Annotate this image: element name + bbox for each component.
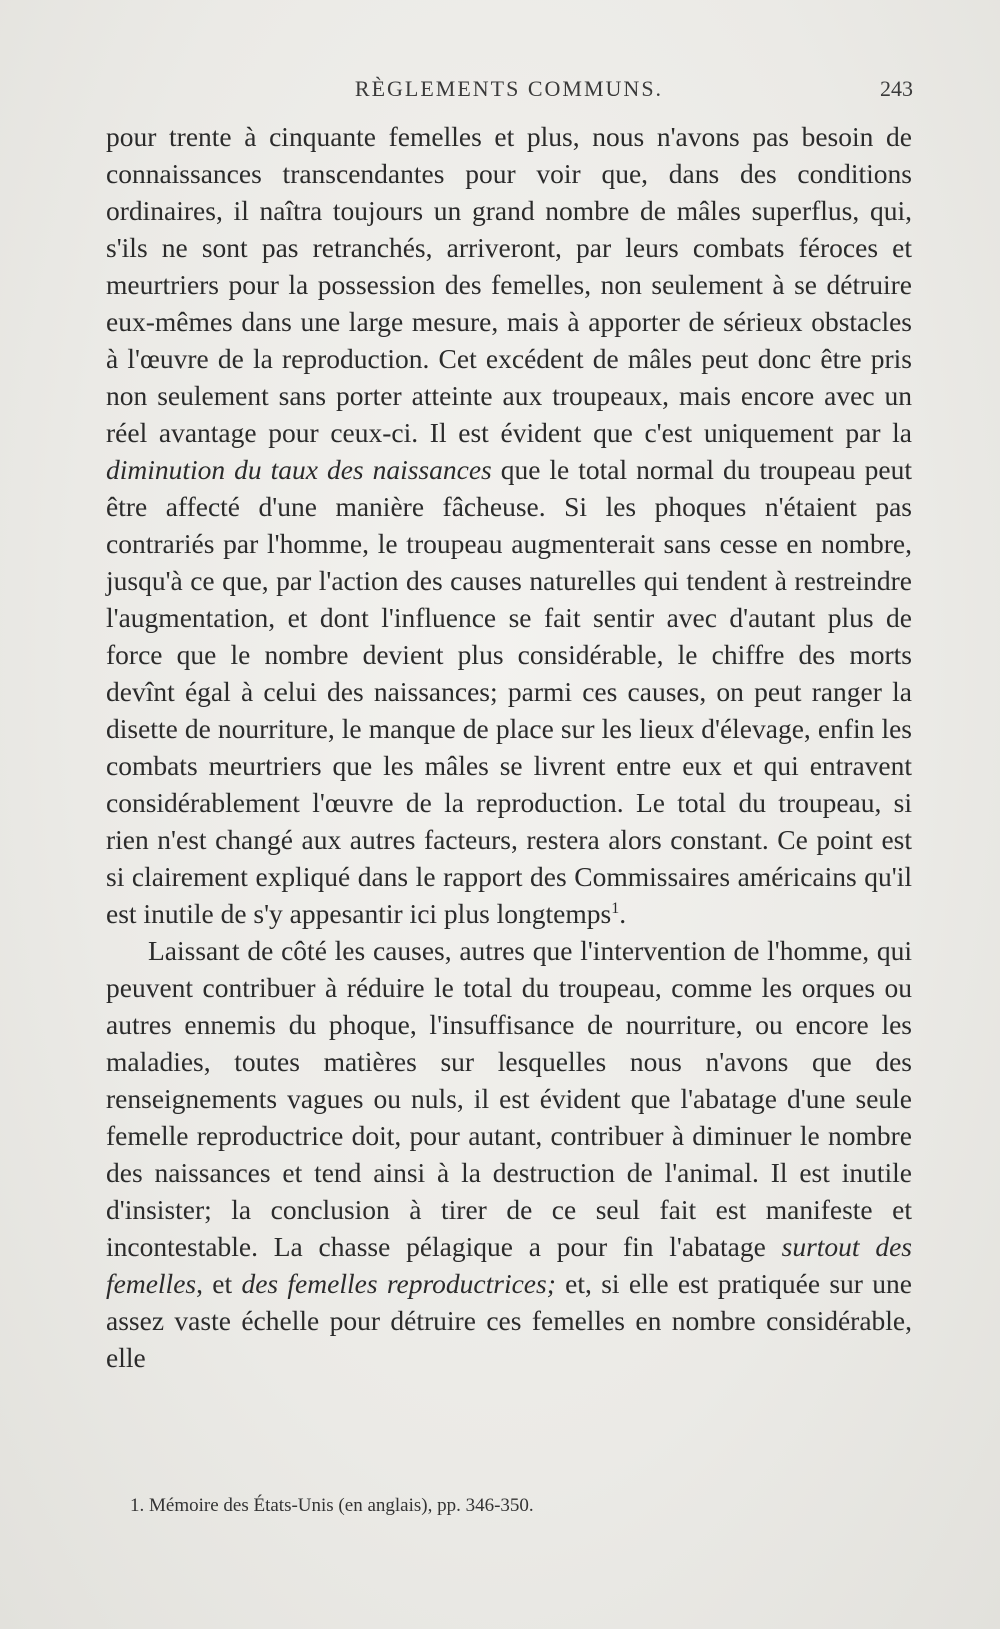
- footnote-reference: 1: [611, 899, 620, 917]
- paragraph-1-text-a: pour trente à cinquante femelles et plus, nous n'avons pas besoin de connaissances transcendantes pour voir que, dans des conditions ordinaires, il naîtra toujours un grand nombre de mâles superflus, qui, s'ils ne sont pas retranchés, arriveront, par leurs combats féroces et meurtriers pour la possession des femelles, non seulement à se détruire eux-mêmes dans une large mesure, mais à apporter de sérieux obstacles à l'œuvre de la reproduction. Cet excédent de mâles peut donc être pris non seulement sans porter atteinte aux troupeaux, mais encore avec un réel avantage pour ceux-ci. Il est évident que c'est uniquement par la: [106, 121, 912, 448]
- paragraph-2: [106, 932, 912, 1376]
- paragraph-2-text-b: , et: [196, 1268, 242, 1299]
- running-head: [105, 70, 913, 106]
- footnote: 1. Mémoire des États-Unis (en anglais), pp. 346-350.: [130, 1495, 534, 1516]
- paragraph-1: [106, 118, 912, 932]
- paragraph-2-text-c: et, si elle est pratiquée sur une assez vaste échelle pour détruire ces femelles en nombre considérable, elle: [106, 1268, 912, 1373]
- paragraph-1-italic-phrase: diminution du taux des naissances: [106, 454, 492, 485]
- paragraph-2-text-a: Laissant de côté les causes, autres que l'intervention de l'homme, qui peuvent contribuer à réduire le total du troupeau, comme les orques ou autres ennemis du phoque, l'insuffisance de nourriture, ou encore les maladies, toutes matières sur lesquelles nous n'avons que des renseignements vagues ou nuls, il est évident que l'abatage d'une seule femelle reproductrice doit, pour autant, contribuer à diminuer le nombre des naissances et tend ainsi à la destruction de l'animal. Il est inutile d'insister; la conclusion à tirer de ce seul fait est manifeste et incontestable. La chasse pélagique a pour fin l'abatage: [106, 935, 912, 1262]
- paragraph-1-text-b: que le total normal du troupeau peut être affecté d'une manière fâcheuse. Si les phoques n'étaient pas contrariés par l'homme, le troupeau augmenterait sans cesse en nombre, jusqu'à ce que, par l'action des causes naturelles qui tendent à restreindre l'augmentation, et dont l'influence se fait sentir avec d'autant plus de force que le nombre devient plus considérable, le chiffre des morts devînt égal à celui des naissances; parmi ces causes, on peut ranger la disette de nourriture, le manque de place sur les lieux d'élevage, enfin les combats meurtriers que les mâles se livrent entre eux et qui entravent considérablement l'œuvre de la reproduction. Le total du troupeau, si rien n'est changé aux autres facteurs, restera alors constant. Ce point est si clairement expliqué dans le rapport des Commissaires américains qu'il est inutile de s'y appesantir ici plus longtemps: [106, 454, 912, 929]
- running-title: RÈGLEMENTS COMMUNS.: [354, 76, 664, 101]
- body-text: [106, 118, 912, 1376]
- page-number: 243: [880, 76, 913, 101]
- paragraph-2-italic-phrase-2: des femelles reproductrices;: [241, 1268, 556, 1299]
- paragraph-1-text-c: .: [619, 898, 627, 929]
- paragraph-2-italic-phrase-1: surtout des femelles: [106, 1231, 913, 1299]
